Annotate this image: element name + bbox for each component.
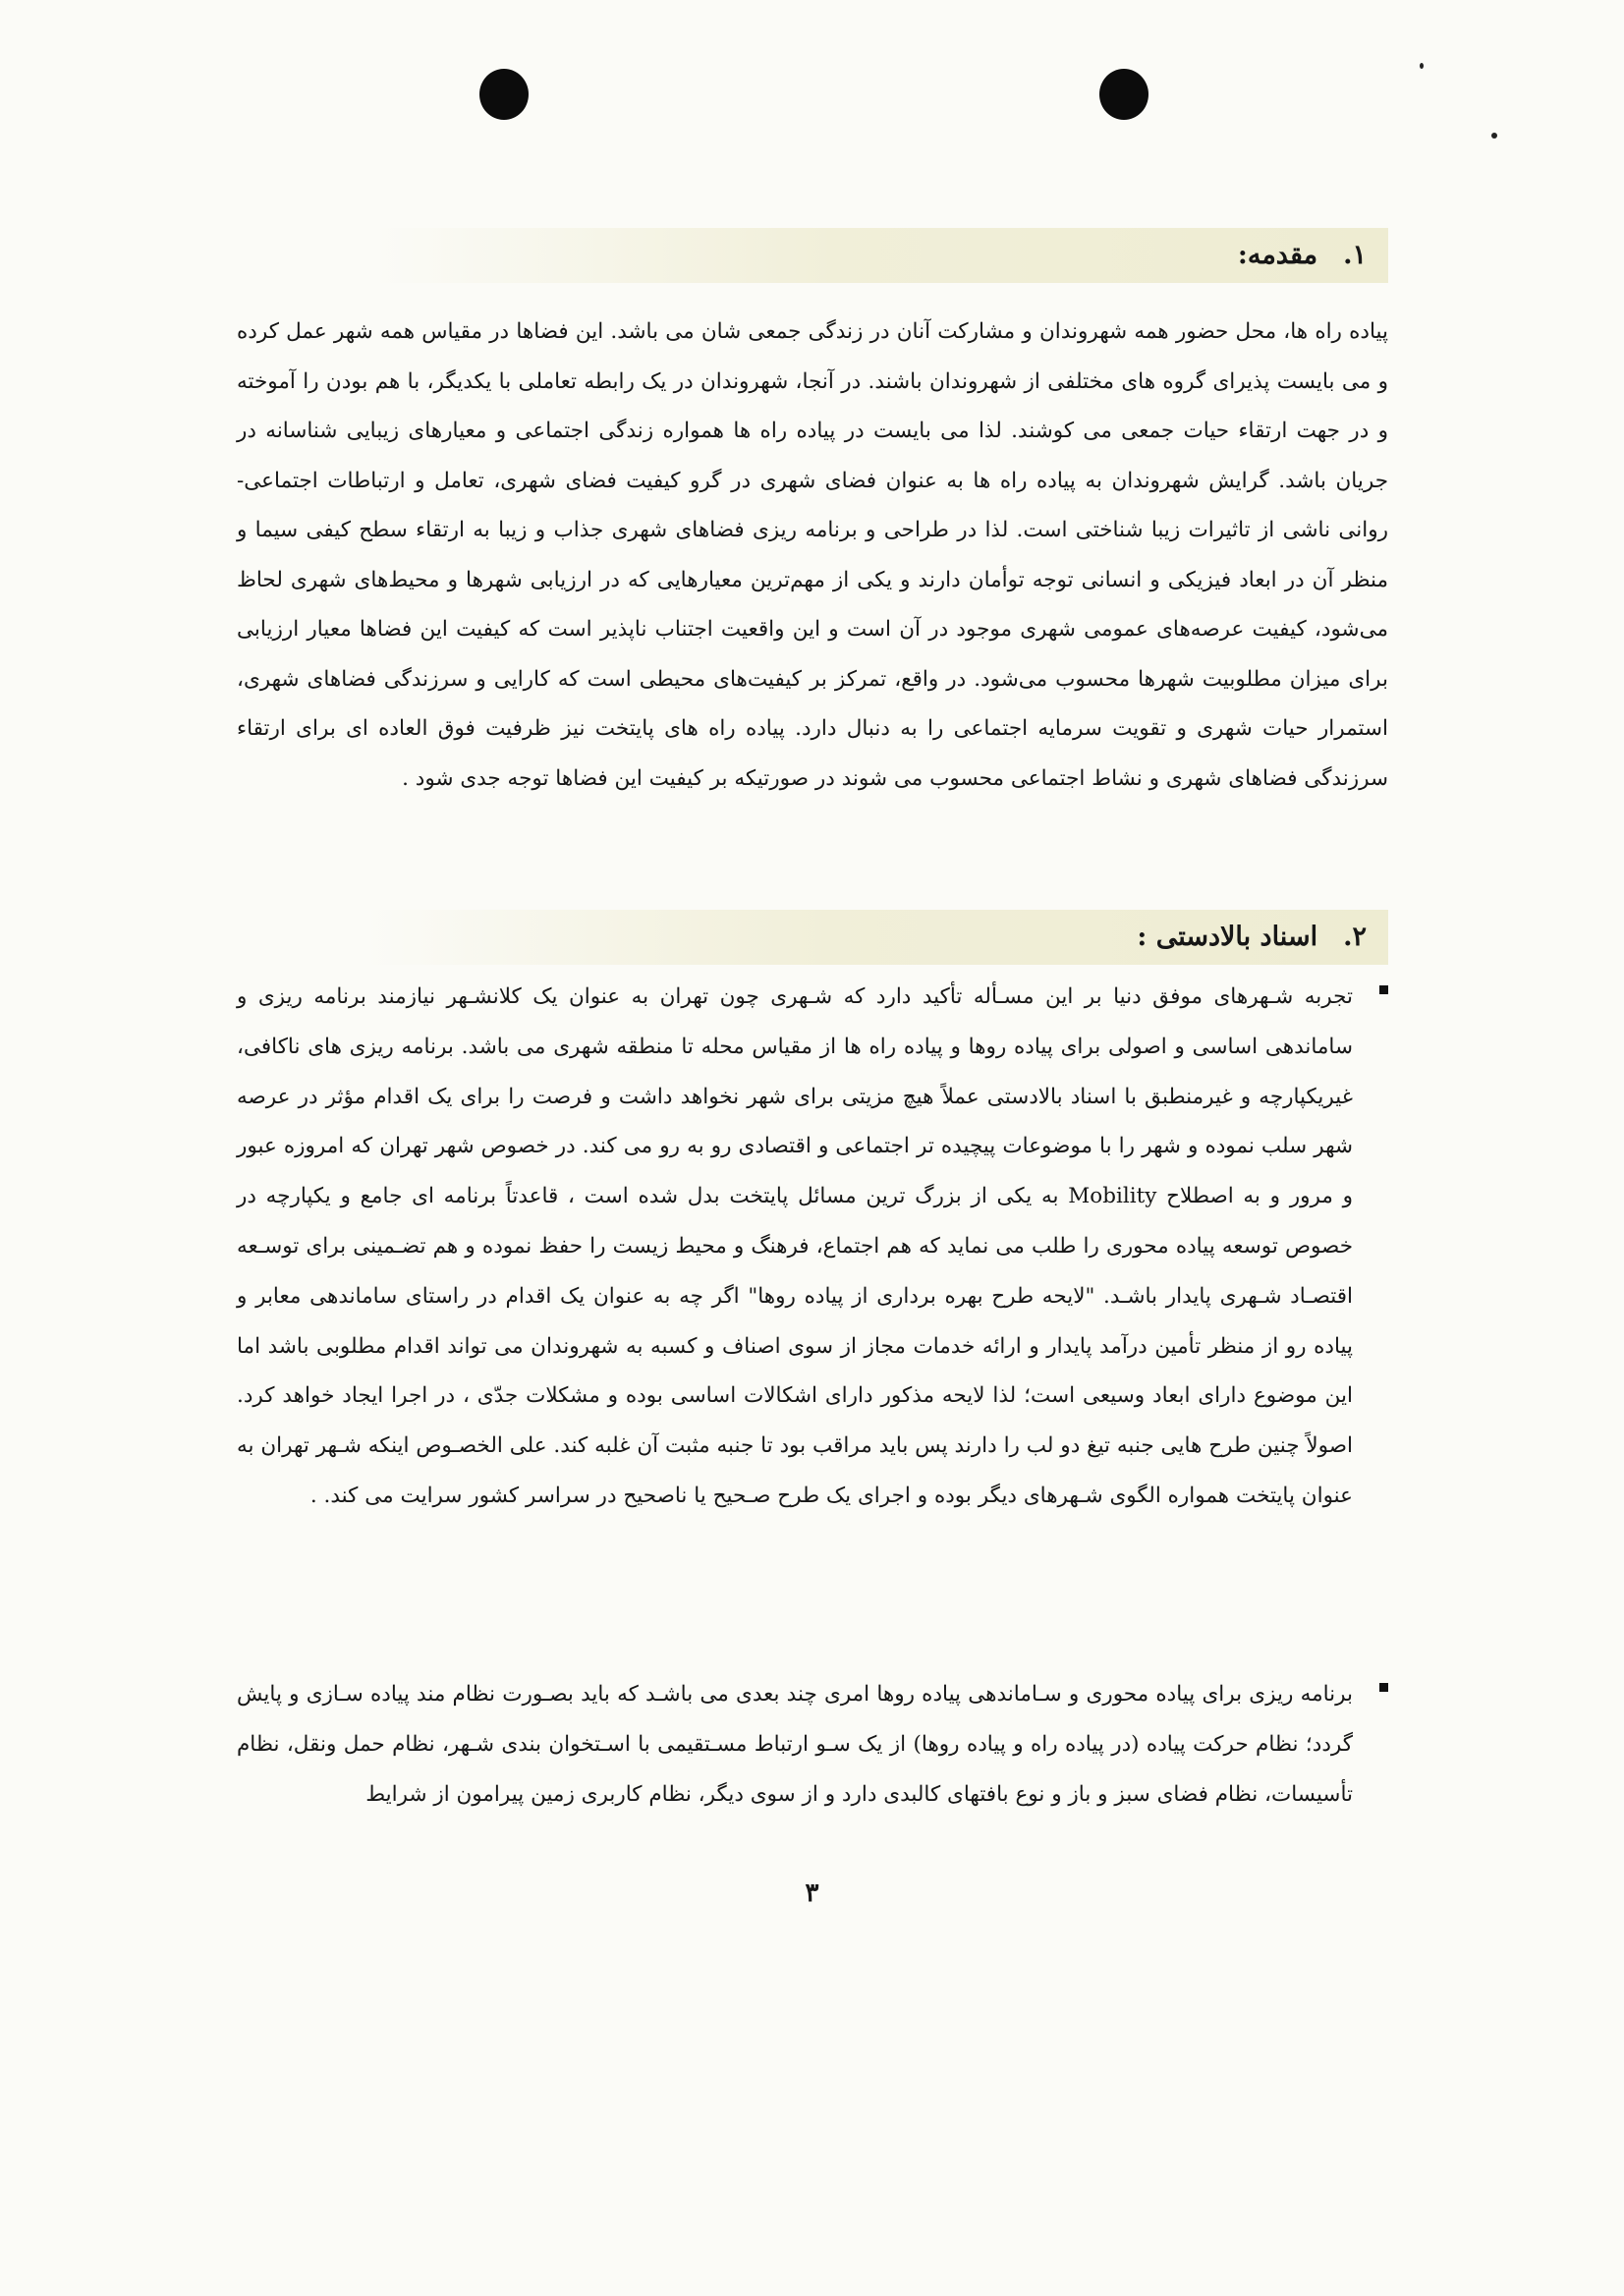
bullet-square-icon: [1379, 1683, 1388, 1692]
introduction-paragraph: پیاده راه ها، محل حضور همه شهروندان و مشارکت آنان در زندگی جمعی شان می باشد. این فضاها در مقیاس همه شهر عمل کرده و می بایست پذیرای گروه های مختلفی از شهروندان باشند. در آنجا، شهروندان در یک رابطه تعاملی با یکدیگر، با هم بودن را آموخته و در جهت ارتقاء حیات جمعی می کوشند. لذا می بایست در پیاده راه ها همواره زندگی اجتماعی و معیارهای زیبایی شناسانه در جریان باشد. گرایش شهروندان به پیاده راه ها به عنوان فضای شهری در گرو کیفیت فضای شهری، تعامل و ارتباطات اجتماعی- روانی ناشی از تاثیرات زیبا شناختی است. لذا در طراحی و برنامه ریزی فضاهای شهری جذاب و زیبا به ارتقاء سطح کیفی سیما و منظر آن در ابعاد فیزیکی و انسانی توجه توأمان دارند و یکی از مهم‌ترین معیارهایی که در ارزیابی شهرها و محیط‌های شهری لحاظ می‌شود، کیفیت عرصه‌های عمومی شهری موجود در آن است و این واقعیت اجتناب ناپذیر است که کیفیت این فضاها معیار ارزیابی برای میزان مطلوبیت شهرها محسوب می‌شود. در واقع، تمرکز بر کیفیت‌های محیطی است که کارایی و سرزندگی فضاهای شهری، استمرار حیات شهری و تقویت سرمایه اجتماعی را به دنبال دارد. پیاده راه های پایتخت نیز ظرفیت فوق العاده ای برای ارتقاء سرزندگی فضاهای شهری و نشاط اجتماعی محسوب می شوند در صورتیکه بر کیفیت این فضاها توجه جدی شود .: [237, 319, 1388, 791]
bullet-item: [237, 1670, 1388, 1820]
punch-hole-left: [479, 69, 529, 120]
section-2-number: ۲.: [1343, 922, 1367, 952]
section-1-title: مقدمه:: [1237, 240, 1318, 270]
section-1-number: ۱.: [1343, 240, 1367, 270]
punch-hole-right: [1099, 69, 1148, 120]
bullet-item: [237, 973, 1388, 1522]
bullet-text: تجربه شـهرهای موفق دنیا بر این مسـأله تأکید دارد که شـهری چون تهران به عنوان یک کلانشـهر نیازمند برنامه ریزی و ساماندهی اساسی و اصولی برای پیاده روها و پیاده راه ها از مقیاس محله تا منطقه شهری می باشد. برنامه ریزی های ناکافی، غیریکپارچه و غیرمنطبق با اسناد بالادستی عملاً هیچ مزیتی برای شهر نخواهد داشت و فرصت را برای یک اقدام مؤثر در عرصه شهر سلب نموده و شهر را با موضوعات پیچیده تر اجتماعی و اقتصادی رو به رو می کند. در خصوص شهر تهران که امروزه عبور و مرور و به اصطلاح Mobility به یکی از بزرگ ترین مسائل پایتخت بدل شده است ، قاعدتاً برنامه ای جامع و یکپارچه در خصوص توسعه پیاده محوری را طلب می نماید که هم اجتماع، فرهنگ و محیط زیست را حفظ نموده و هم تضـمینی برای توسـعه اقتصـاد شـهری پایدار باشـد. "لایحه طرح بهره برداری از پیاده روها" اگر چه به عنوان یک اقدام در راستای ساماندهی معابر و پیاده رو از منظر تأمین درآمد پایدار و ارائه خدمات مجاز از سوی اصناف و کسبه به شهروندان می تواند اقدام مطلوبی باشد اما این موضوع دارای ابعاد وسیعی است؛ لذا لایحه مذکور دارای اشکالات اساسی بوده و مشکلات جدّی ، در اجرا ایجاد خواهد کرد. اصولاً چنین طرح هایی جنبه تیغ دو لب را دارند پس باید مراقب بود تا جنبه مثبت آن غلبه کند. علی الخصـوص اینکه شـهر تهران به عنوان پایتخت همواره الگوی شـهرهای دیگر بوده و اجرای یک طرح صـحیح یا ناصحیح در سراسر کشور سرایت می کند. .: [237, 984, 1353, 1508]
bullet-square-icon: [1379, 985, 1388, 994]
scan-speck: [1420, 63, 1424, 69]
bullet-text: برنامه ریزی برای پیاده محوری و سـاماندهی پیاده روها امری چند بعدی می باشـد که باید بصـورت نظام مند پیاده سـازی و پایش گردد؛ نظام حرکت پیاده (در پیاده راه و پیاده روها) از یک سـو ارتباط مسـتقیمی با اسـتخوان بندی شـهر، نظام حمل ونقل، نظام تأسیسات، نظام فضای سبز و باز و نوع بافتهای کالبدی دارد و از سوی دیگر، نظام کاربری زمین پیرامون از شرایط: [237, 1682, 1353, 1807]
section-2-heading: [366, 910, 1388, 965]
section-1-heading: [376, 228, 1388, 283]
section-2-title: اسناد بالادستی :: [1137, 922, 1318, 952]
page-number: ۳: [805, 1878, 819, 1908]
scan-speck: [1491, 133, 1497, 139]
